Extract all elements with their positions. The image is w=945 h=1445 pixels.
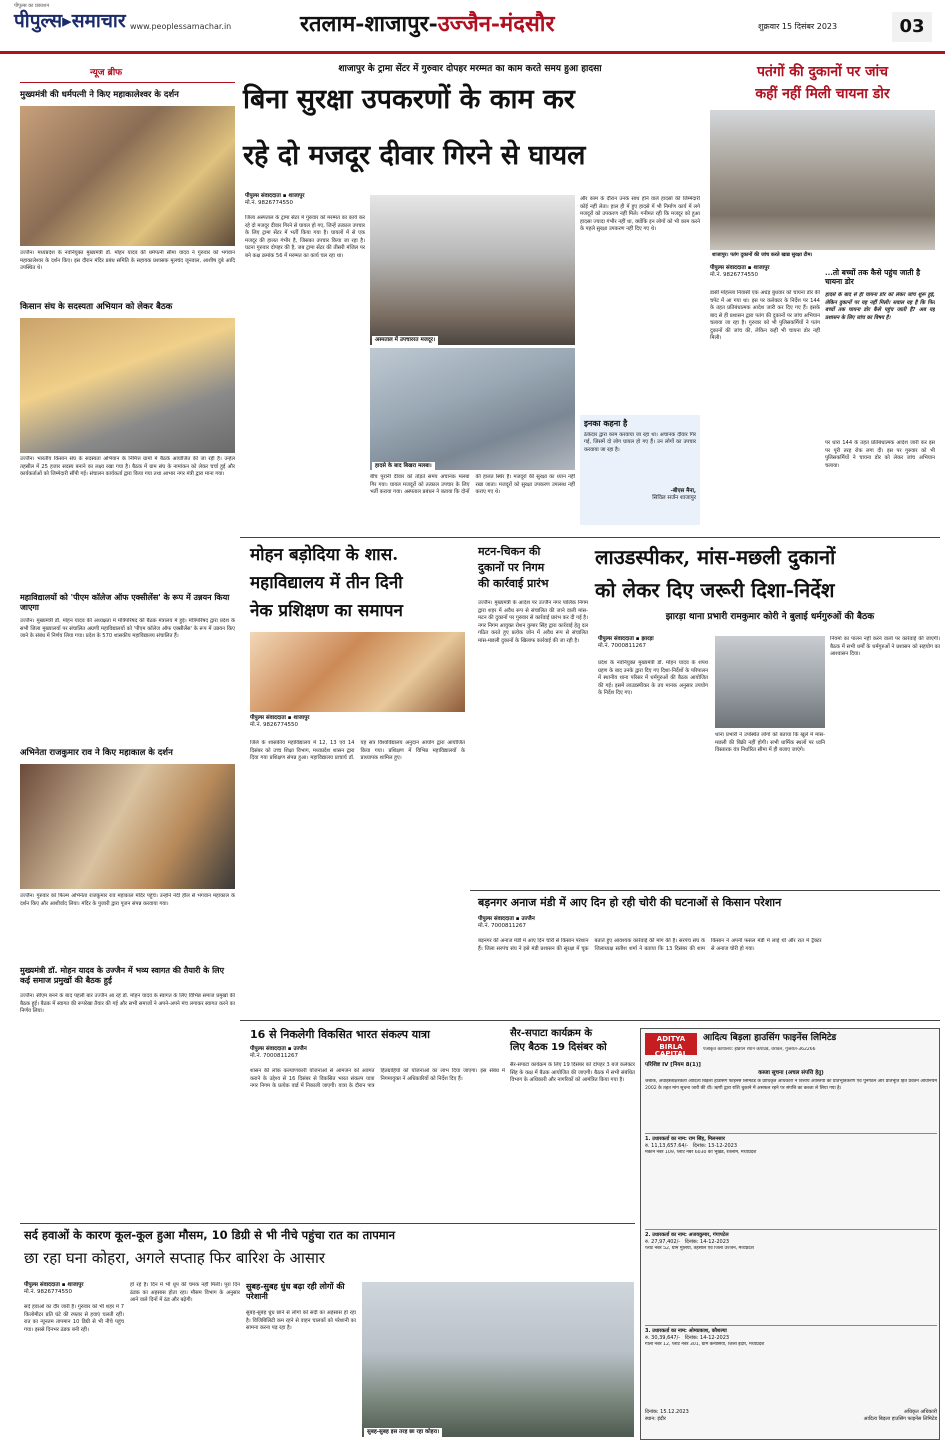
brief-body-1: उज्जैन। मध्यप्रदेश के नवनियुक्त मुख्यमंत्री डॉ. मोहन यादव की धर्मपत्नी सीमा यादव ने गुरुवार को भगवान महाकालेश्वर के दर्शन किए। इस दौरान मंदिर प्रबंध समिति के सहायक प्रशासक मूलचंद जूनवाल, आशीष दुबे आदि उपस्थित थे। <box>20 250 235 272</box>
weather-sub-headline[interactable]: सुबह-सुबह धुंध बढ़ा रही लोगों की परेशानी <box>246 1282 345 1301</box>
brief-body-4: उज्जैन। गुरुवार को फिल्म अभिनेता राजकुमार राव महाकाल मंदिर पहुंचे। उन्होंने नंदी हॉल से भगवान महाकाल के दर्शन किए और आशीर्वाद लिया। मंदिर के पुजारी द्वारा पूजन संपन्न करवाया गया। <box>20 893 235 907</box>
photo-injured-worker <box>370 195 575 345</box>
kite-body-2: पर धारा 144 के तहत प्रतिबंधात्मक आदेश जारी कर इस पर पूरी तरह रोक लगा दी। इस पर गुरुवार को भी पुलिसकर्मियों ने चायना डोर को लेकर जांच अभियान चलाया। <box>825 440 935 469</box>
page-title <box>300 10 554 40</box>
photo-fog-road <box>362 1282 634 1437</box>
badnagar-headline[interactable]: बड़नगर अनाज मंडी में आए दिन हो रही चोरी की घटनाओं से किसान परेशान <box>478 896 782 909</box>
story-body-col1: जिला अस्पताल के ट्रामा सेंटर में गुरुवार को मरम्मत का कार्य कर रहे दो मजदूर दीवार गिरने से घायल हो गए, जिन्हें तत्काल उपचार के लिए ट्रामा सेंटर में भर्ती किया गया है। घायलों में से एक मजदूर की हालत गंभीर है, जिसका उपचार किया जा रहा है। घटना गुरुवार दोपहर की है, जब ट्रामा सेंटर की तीसरी मंजिल पर बने कक्ष क्रमांक 56 में मरम्मत का कार्य चल रहा था। <box>245 215 365 259</box>
byline: पीपुल्स संवाददाता ▪ शाजापुर <box>245 193 305 199</box>
story-kicker: शाजापुर के ट्रामा सेंटर में गुरुवार दोपहर मरम्मत का काम करते समय हुआ हादसा <box>338 64 602 74</box>
brief-headline-3[interactable]: महाविद्यालयों को 'पीएम कॉलेज ऑफ एक्सीलेंस' के रूप में उन्नयन किया जाएगा <box>20 593 230 612</box>
yatra-body: शासन की लोक कल्याणकारी योजनाओं से आमजन को अवगत कराने के उद्देश्य से 16 दिसंबर से विकसित भारत संकल्प यात्रा नगर निगम के प्रत्येक वार्ड में निकाली जाएगी। यात्रा के दौरान पात्र हितग्राहियों को योजनाओं का लाभ दिया जाएगा। इस संबंध में निगमायुक्त ने अधिकारियों को निर्देश दिए हैं। <box>250 1068 505 1090</box>
photo-college-training <box>250 632 465 712</box>
college-headline-3[interactable]: नेक प्रशिक्षण का समापन <box>250 601 403 621</box>
loudspeaker-byline-box: पीपुल्स संवाददाता ▪ झारड़ा मो.नं. 7000811267 <box>598 636 654 650</box>
loudspeaker-headline-1[interactable]: लाउडस्पीकर, मांस-मछली दुकानों <box>595 545 836 569</box>
weather-sub-body: सुबह-सुबह धुंध छाने से लोगों को सर्दी का अहसास हो रहा है। विजिबिलिटी कम रहने से वाहन चालकों को परेशानी का सामना करना पड़ रहा है। <box>246 1310 356 1332</box>
weather-headline-1[interactable]: सर्द हवाओं के कारण कूल-कूल हुआ मौसम, 10 डिग्री से भी नीचे पहुंचा रात का तापमान <box>24 1228 395 1242</box>
college-body: जिले के शासकीय महाविद्यालय में 12, 13 एवं 14 दिसंबर को उच्च शिक्षा विभाग, मध्यप्रदेश शासन द्वारा दिया गया प्रशिक्षण संपन्न हुआ। महाविद्यालय प्राचार्य डॉ. यह सत्र विश्वविद्यालय अनुदान आयोग द्वारा आयोजित किया गया। प्रशिक्षण में विभिन्न महाविद्यालयों के प्राध्यापक शामिल हुए। <box>250 740 465 762</box>
brief-headline-5[interactable]: मुख्यमंत्री डॉ. मोहन यादव के उज्जैन में भव्य स्वागत की तैयारी के लिए कई समाज प्रमुखों की बैठक हुई <box>20 966 224 985</box>
kite-headline-2[interactable]: कहीं नहीं मिली चायना डोर <box>755 86 890 102</box>
kite-byline: पीपुल्स संवाददाता ▪ शाजापुर <box>710 265 770 271</box>
divider <box>20 82 235 83</box>
divider <box>240 537 940 538</box>
story-body-col2: बीच पुरानी दीवार को तोड़ते समय अचानक मलबा गिर गया। घायल मजदूरों को तत्काल उपचार के लिए भर्ती कराया गया। अस्पताल प्रबंधन ने बताया कि दोनों की हालत स्थिर है। मजदूरों की सुरक्षा का ध्यान नहीं रखा जाता। मजदूरों को सुरक्षा उपकरण उपलब्ध नहीं कराए गए थे। <box>370 474 575 496</box>
badnagar-byline-box: पीपुल्स संवाददाता ▪ उज्जैन मो.नं. 7000811267 <box>478 916 535 930</box>
weather-body-1: सर्द हवाओं का दौर जारी है। गुरुवार को भी शहर में 7 किलोमीटर प्रति घंटे की रफ्तार से हवाएं चलती रहीं। रात का न्यूनतम तापमान 10 डिग्री से भी नीचे पहुंच गया। इससे दिनभर ठंडक बनी रही। <box>24 1304 124 1333</box>
divider <box>470 890 940 891</box>
loudspeaker-body-2: थाना प्रभारी ने उपस्थित लोगों को बताया कि खुले में मांस-मछली की बिक्री नहीं होगी। सभी धार्मिक स्थलों पर ध्वनि विस्तारक यंत्र निर्धारित सीमा में ही बजाए जाएंगे। <box>715 732 825 754</box>
byline-box <box>245 193 365 208</box>
photo-collapsed-wall <box>370 348 575 470</box>
ad-title: परिशिष्ट IV [नियम 8(1)] <box>645 1062 701 1068</box>
ad-entry-2: 2. उधारकर्ता का नाम: अजयकुमार, गंगापटेल रु. 27,97,402/- दिनांक: 14-12-2023 प्लॉट नंबर 52, ग्राम मुलिया, तहसील एवं जिला उज्जैन, मध्यप्रदेश <box>645 1229 937 1286</box>
quote-title: इनका कहना है <box>584 419 628 428</box>
sair-headline-2[interactable]: लिए बैठक 19 दिसंबर को <box>510 1042 607 1053</box>
college-byline-box: पीपुल्स संवाददाता ▪ शाजापुर मो.नं. 9826774550 <box>250 715 310 729</box>
college-headline-2[interactable]: महाविद्यालय में तीन दिनी <box>250 573 403 593</box>
loudspeaker-sub: झारड़ा थाना प्रभारी रामकुमार कोरी ने बुलाई धर्मगुरुओं की बैठक <box>665 612 875 622</box>
kite-side-headline[interactable]: ...तो बच्चों तक कैसे पहुंच जाती है चायना डोर <box>825 268 921 286</box>
quote-box <box>580 415 700 525</box>
quote-sign: -बीएस मैना, <box>670 487 696 494</box>
logo-right: समाचार <box>71 10 126 32</box>
kite-byline-box <box>710 265 820 280</box>
divider <box>240 1020 940 1021</box>
sair-body: सैर-सपाटा कार्यक्रम के लिए 19 दिसंबर को दोपहर 3 बजे कलेक्टर सिंह के कक्ष में बैठक आयोजित की जाएगी। बैठक में सभी संबंधित विभाग के अधिकारी और नागरिकों को आमंत्रित किया गया है। <box>510 1062 635 1084</box>
kite-side-body: हादसे के बाद से ही चायना डोर को लेकर जांच शुरू हुई, लेकिन दुकानों पर यह नहीं मिली। सवाल यह है कि फिर बच्चों तक चायना डोर कैसे पहुंच जाती है? अब यह प्रशासन के लिए जांच का विषय है। <box>825 292 935 321</box>
aditya-birla-notice <box>640 1028 940 1440</box>
ad-entry-1: 1. उधारकर्ता का नाम: राम सिंह, मिलनसार रु. 11,13,657.64/- दिनांक: 13-12-2023 मकान नंबर 109, प्लॉट नंबर 6030 का भूखंड, रतलाम, मध्यप्रदेश <box>645 1133 937 1190</box>
ad-footer-right: अधिकृत अधिकारी आदित्य बिड़ला हाउसिंग फाइनेंस लिमिटेड <box>863 1409 937 1422</box>
ad-subtitle: कब्जा सूचना (अचल संपत्ति हेतु) <box>758 1070 824 1076</box>
divider <box>20 1223 635 1224</box>
loudspeaker-headline-2[interactable]: को लेकर दिए जरूरी दिशा-निर्देश <box>595 578 835 602</box>
caption-wall: हादसे के बाद बिखरा मलबा। <box>372 462 435 471</box>
photo-loudspeakers <box>715 636 825 728</box>
ad-entry-3: 3. उधारकर्ता का नाम: ओमप्रकाश, कौशल्या रु. 30,39,647/- दिनांक: 14-12-2023 गाली नंबर 12, प्लॉट नंबर 301, ग्राम कनासिया, जिला इंदौर, मध्यप्रदेश <box>645 1325 937 1382</box>
fog-caption: सुबह-सुबह इस तरह छा रहा कोहरा। <box>364 1428 442 1437</box>
section-news-brief: न्यूज ब्रीफ <box>90 68 123 78</box>
kite-caption: शाजापुर। पतंग दुकानों की जांच करते खाद्य सुरक्षा टीम। <box>712 252 934 259</box>
mutton-headline-3[interactable]: की कार्रवाई प्रारंभ <box>478 577 549 590</box>
brief-headline-4[interactable]: अभिनेता राजकुमार राव ने किए महाकाल के दर्शन <box>20 748 173 758</box>
brief-body-2: उज्जैन। भारतीय किसान संघ के सदस्यता अभियान के निमित्त ग्रामों में बैठकें आयोजित की जा रही हैं। उन्हेल तहसील में 25 हजार सदस्य बनाने का लक्ष्य रखा गया है। बैठक में ग्राम संघ के नामांकन को लेकर चर्चा हुई और कार्यकर्ताओं को जिम्मेदारी सौंपी गई। संचालन कार्यकर्ता द्वारा किया गया तथा आभार नगर मंत्री द्वारा माना गया। <box>20 456 235 478</box>
weather-body-2: हो रहे हैं। दिन में भी धूप की चमक नहीं मिली। पूरा दिन ठंडक का अहसास होता रहा। मौसम विभाग के अनुसार आने वाले दिनों में ठंड और बढ़ेगी। <box>130 1282 240 1304</box>
kite-headline-1[interactable]: पतंगों की दुकानों पर जांच <box>756 64 889 80</box>
weather-headline-2[interactable]: छा रहा घना कोहरा, अगले सप्ताह फिर बारिश के आसार <box>24 1249 326 1267</box>
photo-rajkummar-rao <box>20 764 235 889</box>
title-black: रतलाम-शाजापुर- <box>300 11 438 37</box>
issue-date: शुक्रवार 15 दिसंबर 2023 <box>758 22 838 31</box>
caption-injured: अस्पताल में उपचाररत मजदूर। <box>372 336 438 345</box>
quote-body: ठेकेदार द्वारा काम करवाया जा रहा था। अचानक दीवार गिर गई, जिसमें दो लोग घायल हो गए हैं। उन लोगों का उपचार करवाया जा रहा है। <box>584 431 696 453</box>
weather-byline-box: पीपुल्स संवाददाता ▪ शाजापुर मो.नं. 9826774550 <box>24 1282 84 1296</box>
college-headline-1[interactable]: मोहन बड़ोदिया के शास. <box>250 545 399 565</box>
title-red: उज्जैन-मंदसौर <box>437 11 555 37</box>
kite-mobile: मो.नं. 9826774550 <box>710 272 759 279</box>
ad-intro: जबकि, अधोहस्ताक्षरकर्ता आदित्य बिड़ला हाउसिंग फाइनेंस लिमिटेड के प्राधिकृत अधिकारी ने वित्तीय आस्तियों का प्रतिभूतिकरण एवं पुनर्गठन और प्रतिभूति हित प्रवर्तन अधिनियम 2002 के तहत मांग सूचना जारी की थी। ऋणी द्वारा राशि चुकाने में असफल रहने पर संपत्ति का कब्जा ले लिया गया है। <box>645 1079 937 1091</box>
brief-body-3: उज्जैन। मुख्यमंत्री डॉ. मोहन यादव की अध्यक्षता में मंत्रिपरिषद की बैठक मंत्रालय में हुई। मंत्रिपरिषद द्वारा प्रदेश के सभी जिला मुख्यालयों पर संचालित अग्रणी महाविद्यालयों को 'पीएम कॉलेज ऑफ एक्सीलेंस' के रूप में उन्नयन किए जाने के संबंध में निर्णय लिया गया। प्रदेश के 570 शासकीय महाविद्यालय संचालित हैं। <box>20 618 235 640</box>
kite-body: डासी मोहल्ला निवासी एक अधेड़ बुधवार को चायना डोर की चपेट में आ गया था। इस पर कलेक्टर के निर्देश पर 144 के तहत प्रतिबंधात्मक आदेश जारी कर दिए गए हैं। इसके बाद से ही प्रशासन द्वारा पतंग की दुकानों पर जांच अभियान चलाया जा रहा है। गुरुवार को भी पुलिसकर्मियों ने पतंग दुकानों की जांच की, लेकिन कहीं भी चायना डोर नहीं मिली। <box>710 290 820 342</box>
ad-company: आदित्य बिड़ला हाउसिंग फाइनेंस लिमिटेड <box>703 1033 837 1043</box>
quote-role: सिविल सर्जन शाजापुर <box>652 495 696 502</box>
brief-body-5: उज्जैन। सीएम बनने के बाद पहली बार उज्जैन आ रहे डॉ. मोहन यादव के स्वागत के लिए विभिन्न समाज प्रमुखों की बैठक हुई। बैठक में स्वागत की रूपरेखा तैयार की गई और सभी समाजों ने अपने-अपने मंच लगाकर स्वागत करने का निर्णय लिया। <box>20 993 235 1015</box>
yatra-headline[interactable]: 16 से निकलेगी विकसित भारत संकल्प यात्रा <box>250 1028 430 1041</box>
page-number: 03 <box>892 12 932 42</box>
mobile-number: मो.नं. 9826774550 <box>245 200 294 207</box>
sair-headline-1[interactable]: सैर-सपाटा कार्यक्रम के <box>510 1028 593 1039</box>
story-headline-line2[interactable]: रहे दो मजदूर दीवार गिरने से घायल <box>243 140 586 171</box>
loudspeaker-body-1: प्रदेश के नवनियुक्त मुख्यमंत्री डॉ. मोहन यादव के शपथ ग्रहण के बाद उनके द्वारा दिए गए दिशा-निर्देशों के परिपालन में स्थानीय थाना परिसर में धर्मगुरुओं की बैठक आयोजित की गई। इसमें लाउडस्पीकर के तय मानक अनुसार उपयोग के निर्देश दिए गए। <box>598 660 708 697</box>
brief-headline-2[interactable]: किसान संघ के सदस्यता अभियान को लेकर बैठक <box>20 302 173 312</box>
yatra-byline-box: पीपुल्स संवाददाता ▪ उज्जैन मो.नं. 7000811267 <box>250 1046 307 1060</box>
ad-address: पंजीकृत कार्यालय: इंडियन रेयॉन कंपाउंड, वेरावल, गुजरात-362266 <box>703 1047 816 1052</box>
photo-kite-shop-check <box>710 110 935 250</box>
aditya-birla-logo: ADITYA BIRLA CAPITAL <box>645 1033 697 1055</box>
left-column <box>20 58 235 1118</box>
story-body-col3: और काम के दौरान उनके साथ होने वाले हादसों की जिम्मेदारी कोई नहीं लेता। हाल ही में हुए हादसे में भी निर्माण कार्य में लगे मजदूरों को उपकरण नहीं मिले। गनीमत रही कि मजदूर को हुआ हादसा ज्यादा गंभीर नहीं था, क्योंकि इन लोगों को भी काम करने के पहले सुरक्षा उपकरण नहीं दिए गए थे। <box>580 196 700 233</box>
website-url[interactable]: www.peoplessamachar.in <box>130 22 232 31</box>
masthead <box>0 0 945 54</box>
mutton-headline-1[interactable]: मटन-चिकन की <box>478 545 541 558</box>
newspaper-logo[interactable]: पीपुल्स▸समाचार <box>14 10 126 32</box>
photo-cm-wife-mahakal <box>20 106 235 246</box>
mutton-body: उज्जैन। मुख्यमंत्री के आदेश पर उज्जैन नगर पालिक निगम द्वारा शहर में अवैध रूप से संचालित की जाने वाली मांस-मटन की दुकानों पर गुरुवार से कार्रवाई प्रारंभ कर दी गई है। नगर निगम आयुक्त रोशन कुमार सिंह द्वारा कार्रवाई हेतु दल गठित करते हुए प्रत्येक जोन में अवैध रूप से संचालित मांस-मछली दुकानों के खिलाफ कार्रवाई की जा रही है। <box>478 600 588 644</box>
mutton-headline-2[interactable]: दुकानों पर निगम <box>478 561 545 574</box>
masthead-tagline: पीपुल्स का प्रकाशन <box>14 3 50 9</box>
loudspeaker-body-3: नियमों का पालन नहीं करने वालों पर कार्रवाई की जाएगी। बैठक में सभी धर्मों के धर्मगुरुओं ने प्रशासन को सहयोग का आश्वासन दिया। <box>830 636 940 658</box>
badnagar-body: बड़नगर की अनाज मंडी में आए दिन चोरी से किसान परेशान हैं। जिला सरपंच संघ ने इसे मंडी प्रशासन की सुरक्षा में चूक बताते हुए आवश्यक कार्रवाई की मांग की है। सरपंच संघ के जिलाध्यक्ष सतीश शर्मा ने बताया कि 13 दिसंबर की शाम किसान ने अपनी फसल मंडी में लाई थी और रात में ट्रैक्टर से अनाज चोरी हो गया। <box>478 938 822 952</box>
logo-left: पीपुल्स <box>14 10 63 32</box>
ad-footer-left: दिनांक: 15.12.2023 स्थान: इंदौर <box>645 1409 689 1422</box>
photo-kisan-sangh-meeting <box>20 318 235 453</box>
brief-headline-1[interactable]: मुख्यमंत्री की धर्मपत्नी ने किए महाकालेश्वर के दर्शन <box>20 90 179 100</box>
story-headline-line1[interactable]: बिना सुरक्षा उपकरणों के काम कर <box>243 84 575 115</box>
